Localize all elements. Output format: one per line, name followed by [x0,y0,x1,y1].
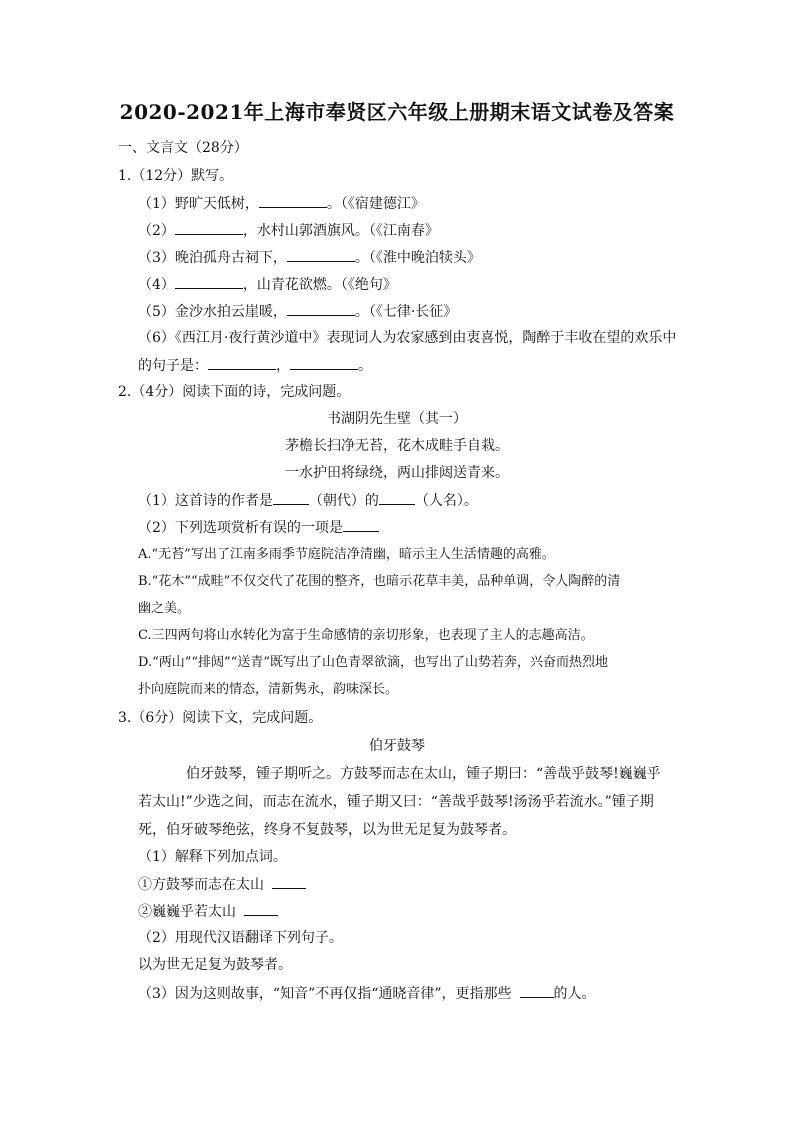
q1-item-6-cont [138,355,372,376]
question-2-stem: 2.（4分）阅读下面的诗，完成问题。 [118,384,351,400]
q1-item-3-prefix: （3）晚泊孤舟古祠下， [138,250,287,266]
passage-line-1: 伯牙鼓琴，锺子期听之。方鼓琴而志在太山，锺子期曰：“善哉乎鼓琴!巍巍乎 [186,766,661,782]
q3-sub-2-sentence: 以为世无足复为鼓琴者。 [138,957,292,973]
q1-item-5-suffix: 。（《七律·长征》 [354,304,458,320]
answer-blank[interactable] [520,983,554,998]
passage-line-2: 若太山!”少选之间，而志在流水，锺子期又曰：“善哉乎鼓琴!汤汤乎若流水。”锺子期 [138,794,654,810]
q2-sub-2 [138,517,379,538]
q3-word-1-text: ①方鼓琴而志在太山 [138,877,264,893]
q1-item-1-prefix: （1）野旷天低树， [138,196,259,212]
answer-blank[interactable] [379,490,415,505]
q2-sub-1-b: （朝代）的 [308,493,379,509]
answer-blank[interactable] [175,220,243,235]
question-3-stem: 3.（6分）阅读下文，完成问题。 [118,710,323,726]
poem-title: 书湖阴先生壁（其一） [327,411,467,427]
answer-blank[interactable] [290,355,358,370]
q1-item-6-lead: 的句子是： [138,358,208,374]
q1-item-3-suffix: 。（《淮中晚泊犊头》 [354,250,481,266]
option-a: A.“无苔”写出了江南多雨季节庭院洁净清幽，暗示主人生活情趣的高雅。 [138,547,555,562]
q1-item-6: （6）《西江月·夜行黄沙道中》表现词人为农家感到由衷喜悦，陶醉于丰收在望的欢乐中 [138,330,677,346]
q3-word-2 [138,901,278,922]
option-b: B.“花木”“成畦”不仅交代了花围的整齐，也暗示花草丰美，品种单调，令人陶醉的清 [138,574,621,589]
answer-blank[interactable] [259,193,327,208]
q2-sub-1-a: （1）这首诗的作者是 [138,493,273,509]
q3-sub-3-a: （3）因为这则故事，“知音”不再仅指“通晓音律”，更指那些 [138,986,512,1002]
q2-sub-1 [138,490,478,511]
passage-title: 伯牙鼓琴 [369,738,425,754]
q1-item-1 [138,193,425,214]
question-1-stem: 1.（12分）默写。 [118,168,234,184]
q1-item-2-suffix: ，水村山郭酒旗风。（《江南春》 [242,223,439,239]
q3-sub-1: （1）解释下列加点词。 [138,849,287,865]
poem-line-2: 一水护田将绿绕，两山排闼送青来。 [285,465,509,481]
q3-sub-2: （2）用现代汉语翻译下列句子。 [138,930,343,946]
q1-item-5-prefix: （5）金沙水拍云崖暖， [138,304,287,320]
q1-item-6-sep: ， [276,358,290,374]
passage-line-3: 死，伯牙破琴绝弦，终身不复鼓琴，以为世无足复为鼓琴者。 [138,822,516,838]
page-title: 2020-2021年上海市奉贤区六年级上册期末语文试卷及答案 [119,100,675,124]
answer-blank[interactable] [208,355,276,370]
q3-sub-3 [138,983,596,1004]
q3-word-1 [138,874,306,895]
answer-blank[interactable] [287,301,355,316]
q3-sub-3-b: 的人。 [553,986,596,1002]
q1-item-5 [138,301,457,322]
answer-blank[interactable] [273,490,309,505]
q1-item-4-suffix: ，山青花欲燃。（《绝句》 [242,277,397,293]
q2-sub-1-c: （人名）。 [414,493,478,509]
q1-item-3 [138,247,481,268]
section-heading: 一、文言文（28分） [118,140,248,156]
q3-word-2-text: ②巍巍乎若太山 [138,904,236,920]
q1-item-4 [138,274,397,295]
option-d: D.“两山”“排闼”“送青”既写出了山色青翠欲滴，也写出了山势若奔，兴奋而热烈地 [138,655,608,670]
answer-blank[interactable] [244,901,278,916]
option-c: C.三四两句将山水转化为富于生命感情的亲切形象，也表现了主人的志趣高洁。 [138,628,594,643]
answer-blank[interactable] [175,274,243,289]
poem-line-1: 茅檐长扫净无苔，花木成畦手自栽。 [285,438,509,454]
option-d-cont: 扑向庭院而来的情态，清新隽永，韵味深长。 [138,682,399,697]
q2-sub-2-a: （2）下列选项赏析有误的一项是 [138,520,343,536]
answer-blank[interactable] [343,517,379,532]
q1-item-6-end: 。 [358,358,372,374]
q1-item-2 [138,220,439,241]
answer-blank[interactable] [287,247,355,262]
answer-blank[interactable] [272,874,306,889]
q1-item-1-suffix: 。（《宿建德江》 [326,196,425,212]
q1-item-2-prefix: （2） [138,223,175,239]
q1-item-4-prefix: （4） [138,277,175,293]
option-b-cont: 幽之美。 [138,601,191,616]
